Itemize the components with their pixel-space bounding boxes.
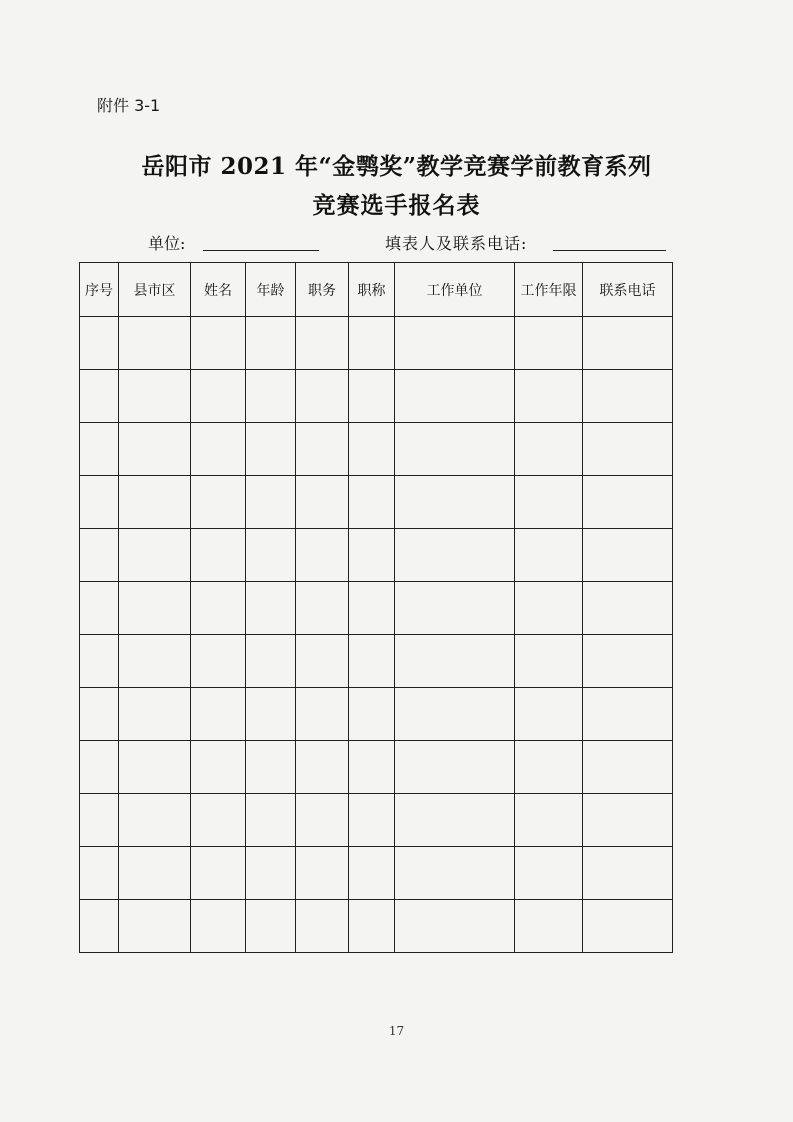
column-header-county: 县市区 bbox=[119, 263, 191, 317]
table-cell[interactable] bbox=[515, 317, 583, 370]
table-row bbox=[80, 794, 673, 847]
table-cell[interactable] bbox=[515, 370, 583, 423]
table-cell[interactable] bbox=[119, 794, 191, 847]
column-header-index: 序号 bbox=[80, 263, 119, 317]
table-cell[interactable] bbox=[191, 317, 246, 370]
table-cell[interactable] bbox=[246, 847, 296, 900]
table-cell[interactable] bbox=[515, 476, 583, 529]
table-cell[interactable] bbox=[296, 370, 349, 423]
table-cell[interactable] bbox=[80, 900, 119, 953]
table-row bbox=[80, 370, 673, 423]
table-header-row bbox=[80, 263, 673, 317]
table-cell[interactable] bbox=[246, 582, 296, 635]
table-cell[interactable] bbox=[119, 847, 191, 900]
table-row bbox=[80, 847, 673, 900]
table-cell[interactable] bbox=[583, 688, 673, 741]
table-cell[interactable] bbox=[191, 635, 246, 688]
table-cell[interactable] bbox=[349, 741, 395, 794]
table-cell[interactable] bbox=[80, 741, 119, 794]
table-cell[interactable] bbox=[119, 317, 191, 370]
table-cell[interactable] bbox=[191, 900, 246, 953]
table-cell[interactable] bbox=[191, 476, 246, 529]
table-cell[interactable] bbox=[515, 635, 583, 688]
table-cell[interactable] bbox=[191, 794, 246, 847]
table-cell[interactable] bbox=[515, 688, 583, 741]
table-cell[interactable] bbox=[515, 529, 583, 582]
table-cell[interactable] bbox=[349, 476, 395, 529]
table-row bbox=[80, 635, 673, 688]
table-cell[interactable] bbox=[191, 529, 246, 582]
table-cell[interactable] bbox=[119, 741, 191, 794]
table-cell[interactable] bbox=[583, 582, 673, 635]
table-cell[interactable] bbox=[515, 794, 583, 847]
table-cell[interactable] bbox=[395, 317, 515, 370]
table-cell[interactable] bbox=[583, 847, 673, 900]
table-cell[interactable] bbox=[583, 423, 673, 476]
table-cell[interactable] bbox=[119, 635, 191, 688]
table-cell[interactable] bbox=[296, 582, 349, 635]
table-cell[interactable] bbox=[191, 582, 246, 635]
table-cell[interactable] bbox=[246, 741, 296, 794]
attachment-label: 附件 3-1 bbox=[97, 96, 161, 115]
table-cell[interactable] bbox=[515, 900, 583, 953]
table-cell[interactable] bbox=[191, 688, 246, 741]
table-cell[interactable] bbox=[246, 688, 296, 741]
table-cell[interactable] bbox=[583, 741, 673, 794]
table-cell[interactable] bbox=[80, 635, 119, 688]
table-row bbox=[80, 741, 673, 794]
table-row bbox=[80, 529, 673, 582]
table-cell[interactable] bbox=[296, 317, 349, 370]
table-row bbox=[80, 423, 673, 476]
column-header-age: 年龄 bbox=[246, 263, 296, 317]
column-header-title: 职称 bbox=[349, 263, 395, 317]
column-header-name: 姓名 bbox=[191, 263, 246, 317]
unit-label: 单位: bbox=[148, 234, 186, 253]
table-body bbox=[80, 317, 673, 953]
column-header-years: 工作年限 bbox=[515, 263, 583, 317]
table-cell[interactable] bbox=[80, 847, 119, 900]
table-cell[interactable] bbox=[296, 688, 349, 741]
table-cell[interactable] bbox=[80, 423, 119, 476]
table-cell[interactable] bbox=[349, 847, 395, 900]
table-cell[interactable] bbox=[246, 423, 296, 476]
table-cell[interactable] bbox=[349, 529, 395, 582]
table-cell[interactable] bbox=[349, 635, 395, 688]
table-cell[interactable] bbox=[515, 423, 583, 476]
table-cell[interactable] bbox=[80, 370, 119, 423]
table-cell[interactable] bbox=[246, 476, 296, 529]
table-cell[interactable] bbox=[296, 635, 349, 688]
column-header-position: 职务 bbox=[296, 263, 349, 317]
table-row bbox=[80, 900, 673, 953]
table-cell[interactable] bbox=[119, 688, 191, 741]
form-title-line1: 岳阳市 2021 年“金鹗奖”教学竞赛学前教育系列 bbox=[141, 153, 652, 180]
table-cell[interactable] bbox=[395, 741, 515, 794]
table-cell[interactable] bbox=[80, 476, 119, 529]
table-cell[interactable] bbox=[296, 794, 349, 847]
table-cell[interactable] bbox=[191, 847, 246, 900]
table-cell[interactable] bbox=[349, 582, 395, 635]
column-header-phone: 联系电话 bbox=[583, 263, 673, 317]
table-cell[interactable] bbox=[119, 582, 191, 635]
table-cell[interactable] bbox=[80, 794, 119, 847]
table-cell[interactable] bbox=[583, 317, 673, 370]
table-cell[interactable] bbox=[119, 476, 191, 529]
table-cell[interactable] bbox=[80, 529, 119, 582]
table-cell[interactable] bbox=[349, 317, 395, 370]
table-cell[interactable] bbox=[191, 370, 246, 423]
table-cell[interactable] bbox=[515, 582, 583, 635]
page-number: 17 bbox=[388, 1024, 405, 1038]
table-cell[interactable] bbox=[395, 423, 515, 476]
table-cell[interactable] bbox=[191, 423, 246, 476]
table-cell[interactable] bbox=[349, 900, 395, 953]
table-cell[interactable] bbox=[395, 688, 515, 741]
table-cell[interactable] bbox=[246, 370, 296, 423]
table-cell[interactable] bbox=[583, 794, 673, 847]
column-header-workplace: 工作单位 bbox=[395, 263, 515, 317]
table-cell[interactable] bbox=[80, 317, 119, 370]
table-cell[interactable] bbox=[515, 847, 583, 900]
table-row bbox=[80, 476, 673, 529]
table-cell[interactable] bbox=[395, 529, 515, 582]
table-cell[interactable] bbox=[583, 370, 673, 423]
table-cell[interactable] bbox=[395, 582, 515, 635]
table-cell[interactable] bbox=[296, 900, 349, 953]
table-cell[interactable] bbox=[515, 741, 583, 794]
table-cell[interactable] bbox=[583, 529, 673, 582]
table-cell[interactable] bbox=[296, 423, 349, 476]
table-cell[interactable] bbox=[119, 423, 191, 476]
table-cell[interactable] bbox=[119, 529, 191, 582]
contact-input-line[interactable] bbox=[553, 250, 666, 251]
table-cell[interactable] bbox=[119, 370, 191, 423]
table-cell[interactable] bbox=[296, 741, 349, 794]
table-cell[interactable] bbox=[349, 423, 395, 476]
table-row bbox=[80, 582, 673, 635]
table-cell[interactable] bbox=[80, 688, 119, 741]
table-cell[interactable] bbox=[395, 476, 515, 529]
table-cell[interactable] bbox=[349, 794, 395, 847]
table-cell[interactable] bbox=[119, 900, 191, 953]
table-cell[interactable] bbox=[395, 794, 515, 847]
contact-label: 填表人及联系电话: bbox=[385, 234, 528, 253]
table-cell[interactable] bbox=[583, 900, 673, 953]
table-cell[interactable] bbox=[395, 635, 515, 688]
table-cell[interactable] bbox=[191, 741, 246, 794]
table-cell[interactable] bbox=[296, 529, 349, 582]
table-cell[interactable] bbox=[349, 370, 395, 423]
form-title-line2: 竞赛选手报名表 bbox=[312, 192, 481, 219]
table-cell[interactable] bbox=[296, 476, 349, 529]
table-cell[interactable] bbox=[583, 476, 673, 529]
table-cell[interactable] bbox=[583, 635, 673, 688]
table-cell[interactable] bbox=[395, 370, 515, 423]
table-cell[interactable] bbox=[246, 794, 296, 847]
table-cell[interactable] bbox=[349, 688, 395, 741]
unit-input-line[interactable] bbox=[203, 250, 319, 251]
table-cell[interactable] bbox=[246, 317, 296, 370]
table-cell[interactable] bbox=[246, 900, 296, 953]
table-row bbox=[80, 688, 673, 741]
table-cell[interactable] bbox=[395, 900, 515, 953]
table-row bbox=[80, 317, 673, 370]
table-cell[interactable] bbox=[80, 582, 119, 635]
table-cell[interactable] bbox=[246, 529, 296, 582]
table-cell[interactable] bbox=[246, 635, 296, 688]
table-cell[interactable] bbox=[395, 847, 515, 900]
table-cell[interactable] bbox=[296, 847, 349, 900]
registration-table bbox=[79, 262, 673, 953]
